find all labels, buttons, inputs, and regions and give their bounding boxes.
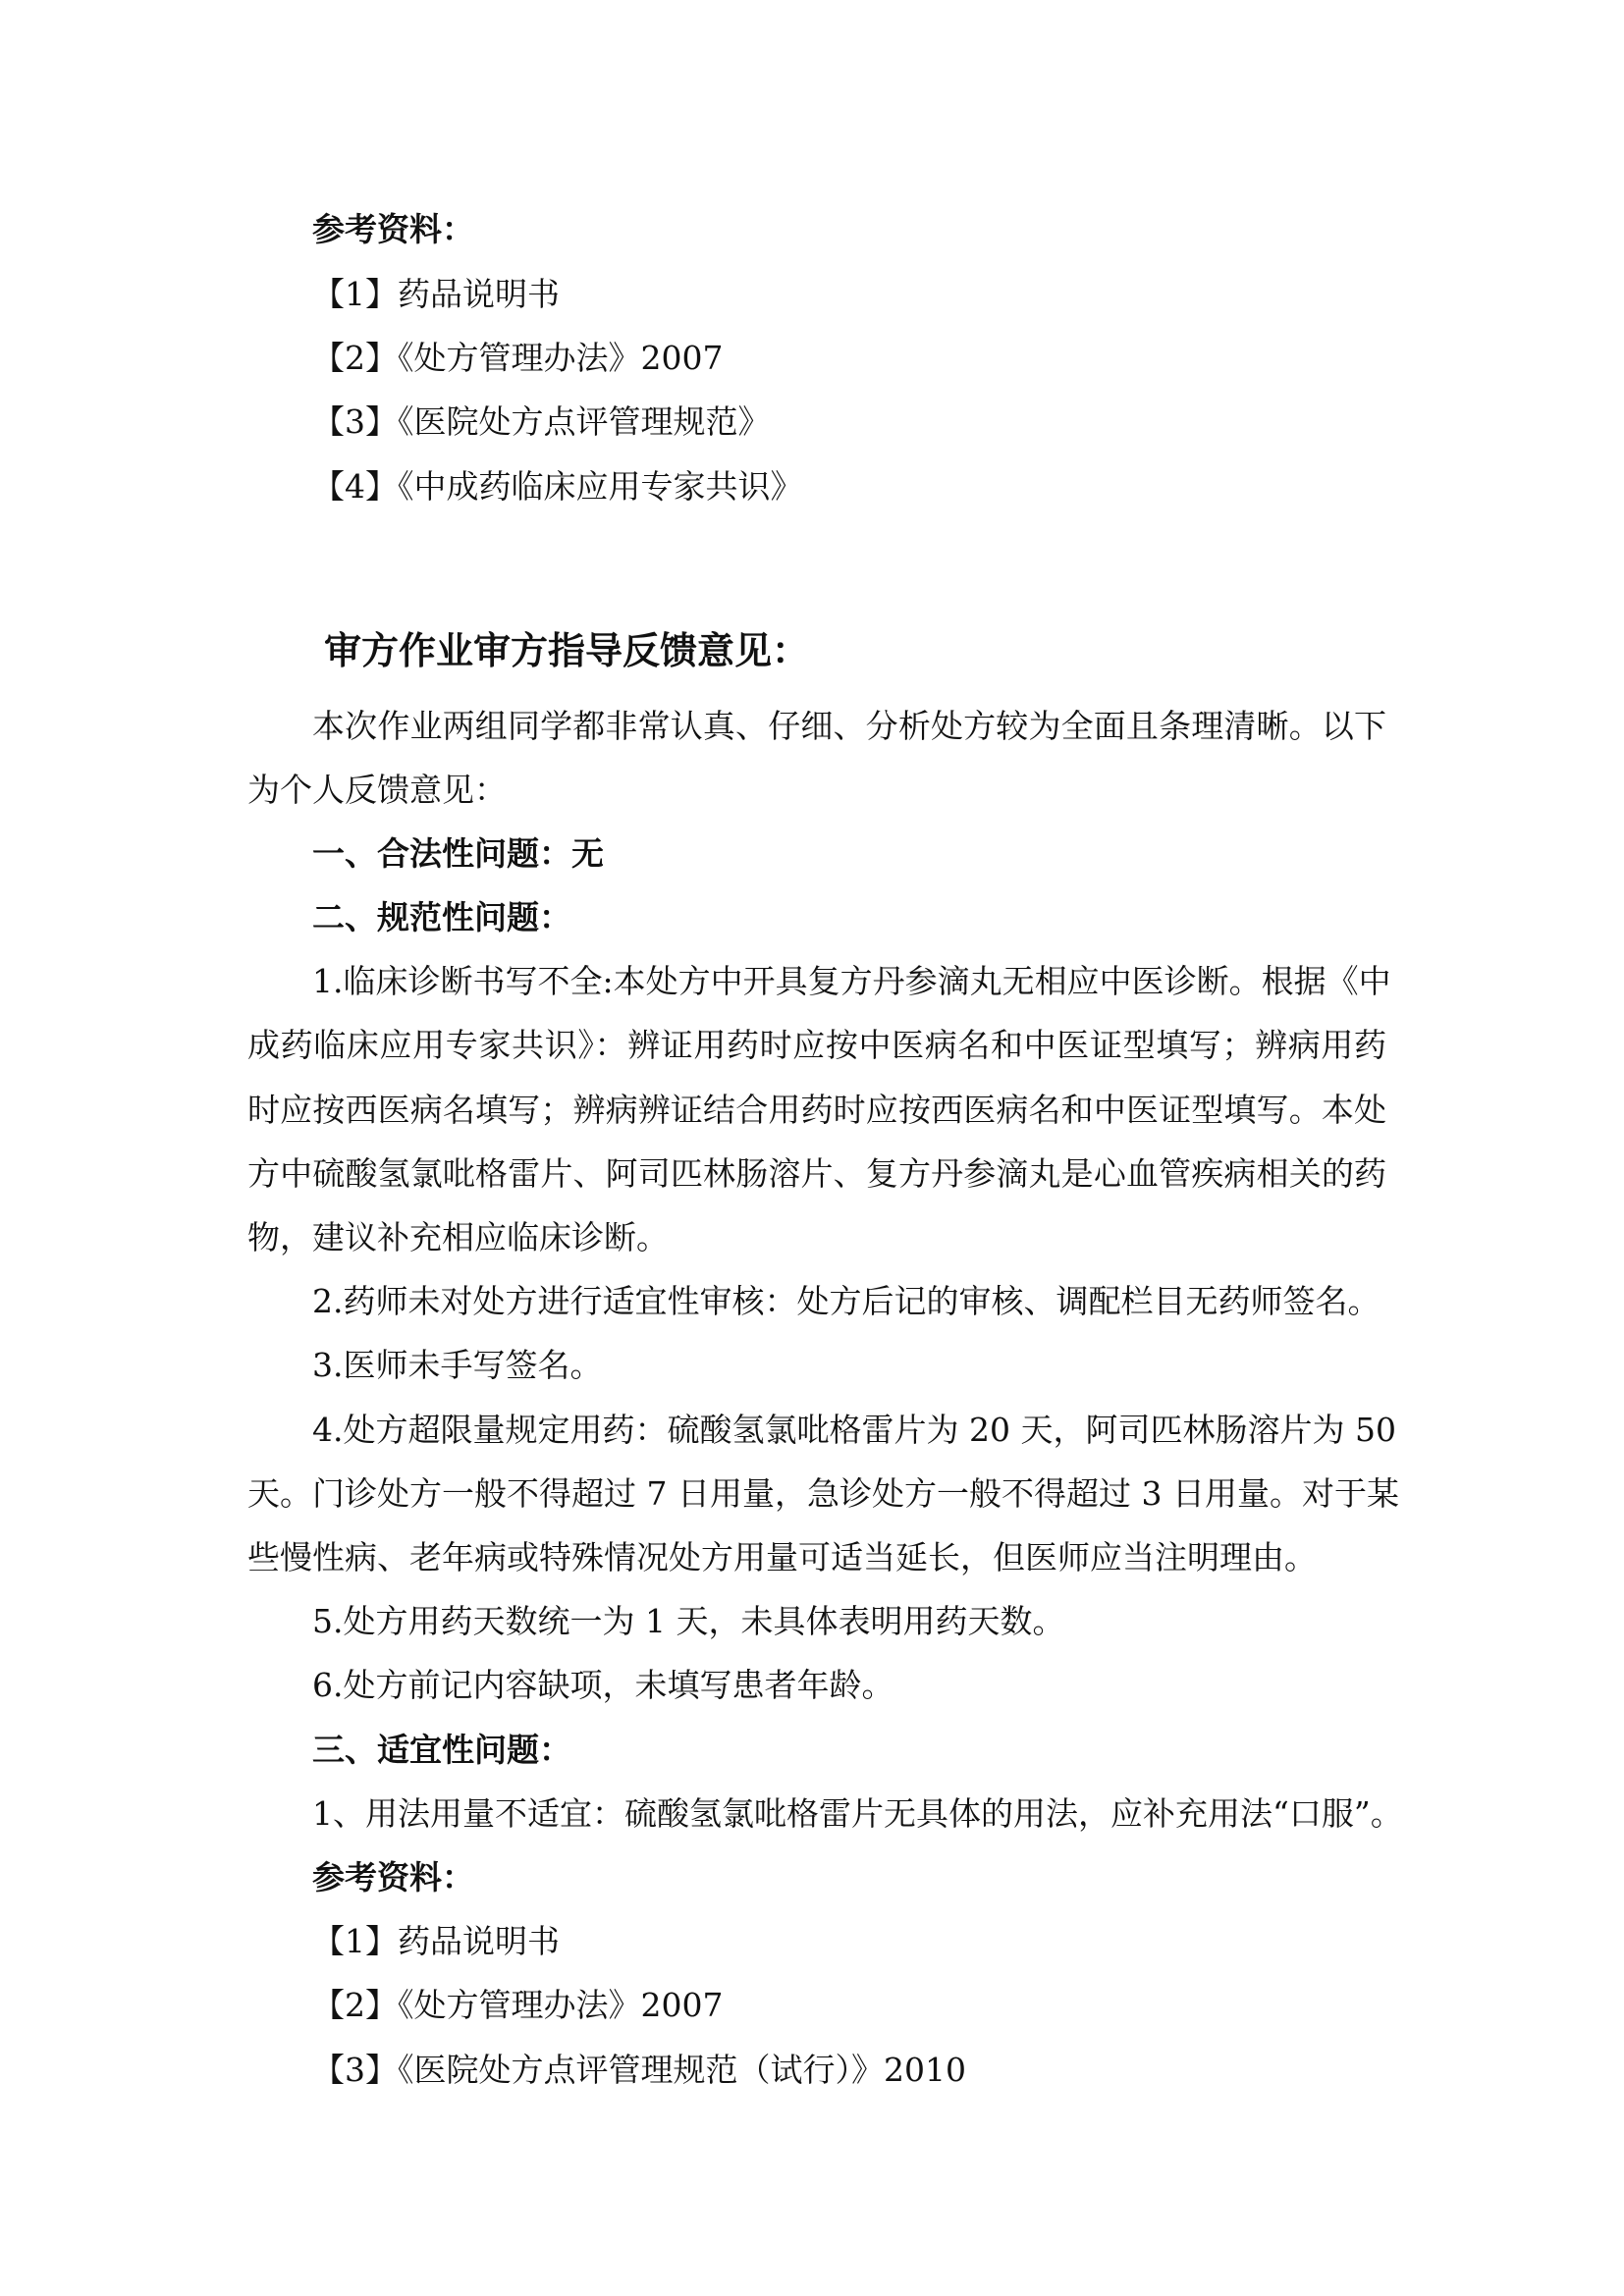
paragraph-line: 物，建议补充相应临床诊断。 [247,1218,669,1256]
suitability-heading: 三、适宜性问题： [312,1731,571,1769]
legality-heading: 一、合法性问题：无 [312,834,604,873]
paragraph-line: 2.药师未对处方进行适宜性审核：处方后记的审核、调配栏目无药师签名。 [312,1282,1380,1320]
normativity-heading: 二、规范性问题： [312,898,571,936]
paragraph-line: 天。门诊处方一般不得超过 7 日用量，急诊处方一般不得超过 3 日用量。对于某 [247,1474,1399,1513]
paragraph-line: 1、用法用量不适宜：硫酸氢氯吡格雷片无具体的用法，应补充用法“口服”。 [312,1794,1403,1833]
paragraph-line: 时应按西医病名填写；辨病辨证结合用药时应按西医病名和中医证型填写。本处 [247,1091,1386,1129]
reference-item: 【2】《处方管理办法》2007 [312,1986,724,2024]
reference-item: 【3】《医院处方点评管理规范》 [312,402,771,441]
references-title: 参考资料： [312,210,474,248]
paragraph-line: 成药临床应用专家共识》：辨证用药时应按中医病名和中医证型填写；辨病用药 [247,1026,1386,1064]
section-heading: 审方作业审方指导反馈意见： [324,628,810,672]
reference-item: 【2】《处方管理办法》2007 [312,339,724,377]
paragraph-line: 5.处方用药天数统一为 1 天，未具体表明用药天数。 [312,1602,1065,1640]
paragraph-line: 些慢性病、老年病或特殊情况处方用量可适当延长，但医师应当注明理由。 [247,1538,1317,1576]
paragraph-line: 3.医师未手写签名。 [312,1346,603,1384]
intro-line: 为个人反馈意见： [247,771,507,809]
paragraph-line: 方中硫酸氢氯吡格雷片、阿司匹林肠溶片、复方丹参滴丸是心血管疾病相关的药 [247,1154,1386,1193]
paragraph-line: 4.处方超限量规定用药：硫酸氢氯吡格雷片为 20 天，阿司匹林肠溶片为 50 [312,1411,1396,1449]
reference-item: 【4】《中成药临床应用专家共识》 [312,467,803,506]
reference-item: 【1】药品说明书 [312,1922,560,1960]
reference-item: 【1】药品说明书 [312,275,560,313]
reference-item: 【3】《医院处方点评管理规范（试行）》2010 [312,2051,966,2089]
references-title: 参考资料： [312,1858,474,1896]
paragraph-line: 6.处方前记内容缺项，未填写患者年龄。 [312,1666,894,1704]
intro-line: 本次作业两组同学都非常认真、仔细、分析处方较为全面且条理清晰。以下 [312,707,1386,745]
paragraph-line: 1.临床诊断书写不全:本处方中开具复方丹参滴丸无相应中医诊断。根据《中 [312,962,1391,1000]
